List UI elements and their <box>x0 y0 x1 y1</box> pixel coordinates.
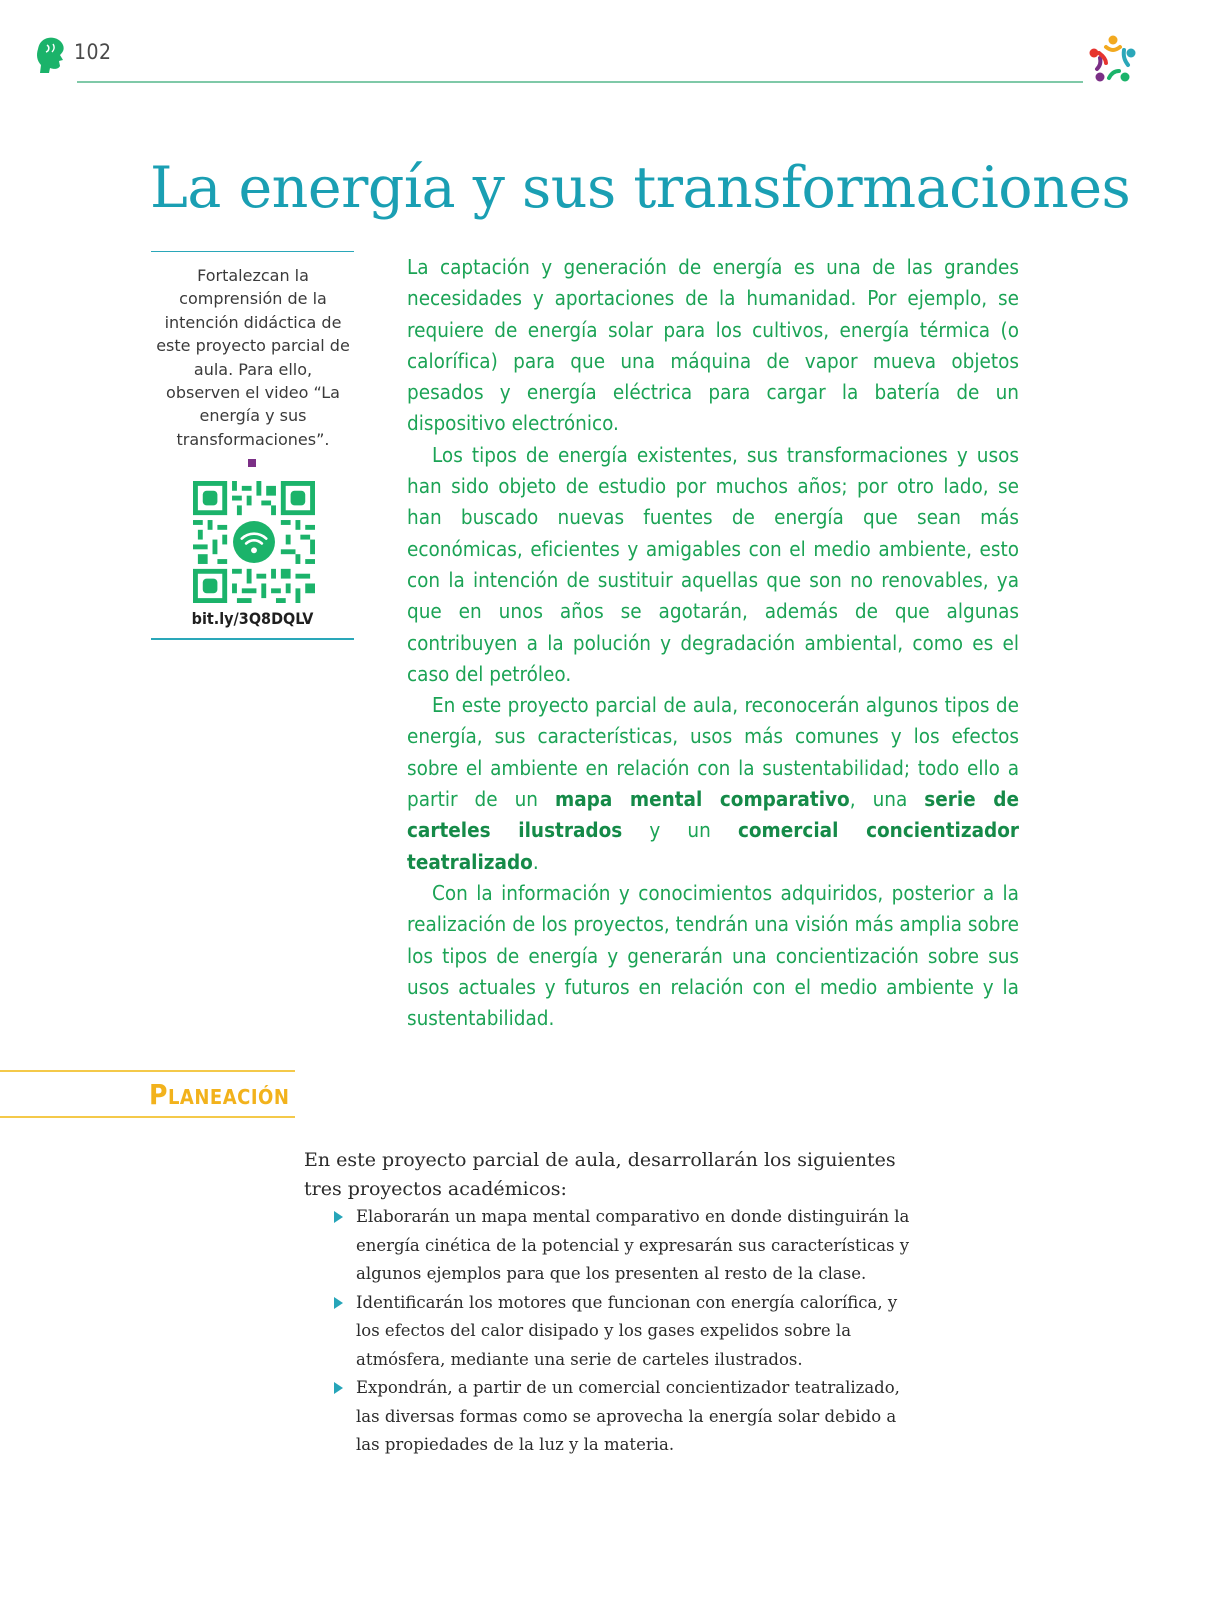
body-paragraph-3-text-3: y un <box>622 818 738 843</box>
list-item-text: Expondrán, a partir de un comercial concientizador teatralizado, las diversas formas como se aprovecha la energía solar debido a las propiedades de la luz y la materia. <box>356 1378 900 1454</box>
green-profile-logo-icon <box>36 36 66 74</box>
body-paragraph-4: Con la información y conocimientos adquiridos, posterior a la realización de los proyectos, tendrán una visión más amplia sobre los tipos de energía y generarán una concientización sobre sus usos actuales y futuros en relación con el medio ambiente y la sustentabilidad. <box>407 880 1019 1031</box>
sidebar-top-rule <box>151 251 354 252</box>
planning-bottom-rule <box>0 1116 295 1118</box>
list-item <box>330 1203 920 1289</box>
page-title: La energía y sus transformaciones <box>150 155 1131 221</box>
header-divider <box>77 81 1083 83</box>
page-number: 102 <box>74 40 112 64</box>
highlight-serie-carteles: serie de carteles ilustrados <box>407 787 1019 843</box>
body-paragraph-3-text-4: . <box>532 849 539 874</box>
planning-top-rule <box>0 1070 295 1072</box>
list-item <box>330 1374 920 1460</box>
body-paragraph-2: Los tipos de energía existentes, sus transformaciones y usos han sido objeto de estudio por muchos años; por otro lado, se han buscado nuevas fuentes de energía que sean más económicas, eficientes y amigables con el medio ambiente, esto con la intención de sustituir aquellas que son no renovables, ya que en unos años se agotarán, además de que algunas contribuyen a la polución y degradación ambiental, como es el caso del petróleo. <box>407 442 1019 686</box>
video-short-url[interactable]: bit.ly/3Q8DQLV <box>191 609 314 628</box>
people-circle-emblem-icon <box>1084 31 1142 89</box>
sidebar-bottom-rule <box>151 638 354 640</box>
sidebar-marker <box>248 459 256 467</box>
planning-list <box>330 1203 920 1460</box>
triangle-bullet-icon <box>334 1382 343 1394</box>
list-item-text: Identificarán los motores que funcionan con energía calorífica, y los efectos del calor disipado y los gases expelidos sobre la atmósfera, mediante una serie de carteles ilustrados. <box>356 1292 898 1369</box>
qr-code-icon[interactable] <box>193 481 315 603</box>
planning-heading: Planeación <box>149 1078 290 1111</box>
highlight-mapa-mental: mapa mental comparativo <box>554 787 850 812</box>
list-item-text: Elaborarán un mapa mental comparativo en donde distinguirán la energía cinética de la potencial y expresarán sus características y algunos ejemplos para que los presenten al resto de la clase. <box>356 1207 910 1283</box>
triangle-bullet-icon <box>334 1297 343 1309</box>
body-paragraph-1: La captación y generación de energía es una de las grandes necesidades y aportaciones de la humanidad. Por ejemplo, se requiere de energía solar para los cultivos, energía térmica (o calorífica) para que una máquina de vapor mueva objetos pesados y energía eléctrica para cargar la batería de un dispositivo electrónico. <box>407 255 1019 436</box>
planning-intro: En este proyecto parcial de aula, desarrollarán los siguientes tres proyectos académicos: <box>304 1149 896 1200</box>
body-paragraph-3 <box>407 690 1019 878</box>
intro-body <box>407 252 1019 1034</box>
body-paragraph-3-text-2: , una <box>849 787 925 812</box>
list-item <box>330 1289 920 1375</box>
highlight-comercial: comercial concientizador teatralizado <box>407 818 1019 874</box>
triangle-bullet-icon <box>334 1211 343 1223</box>
sidebar-note: Fortalezcan la comprensión de la intención didáctica de este proyecto parcial de aula. Para ello, observen el video “La energía y sus transformaciones”. <box>156 266 350 449</box>
body-paragraph-3-text-1: En este proyecto parcial de aula, reconocerán algunos tipos de energía, sus características, usos más comunes y los efectos sobre el ambiente en relación con la sustentabilidad; todo ello a partir de un <box>407 693 1019 812</box>
